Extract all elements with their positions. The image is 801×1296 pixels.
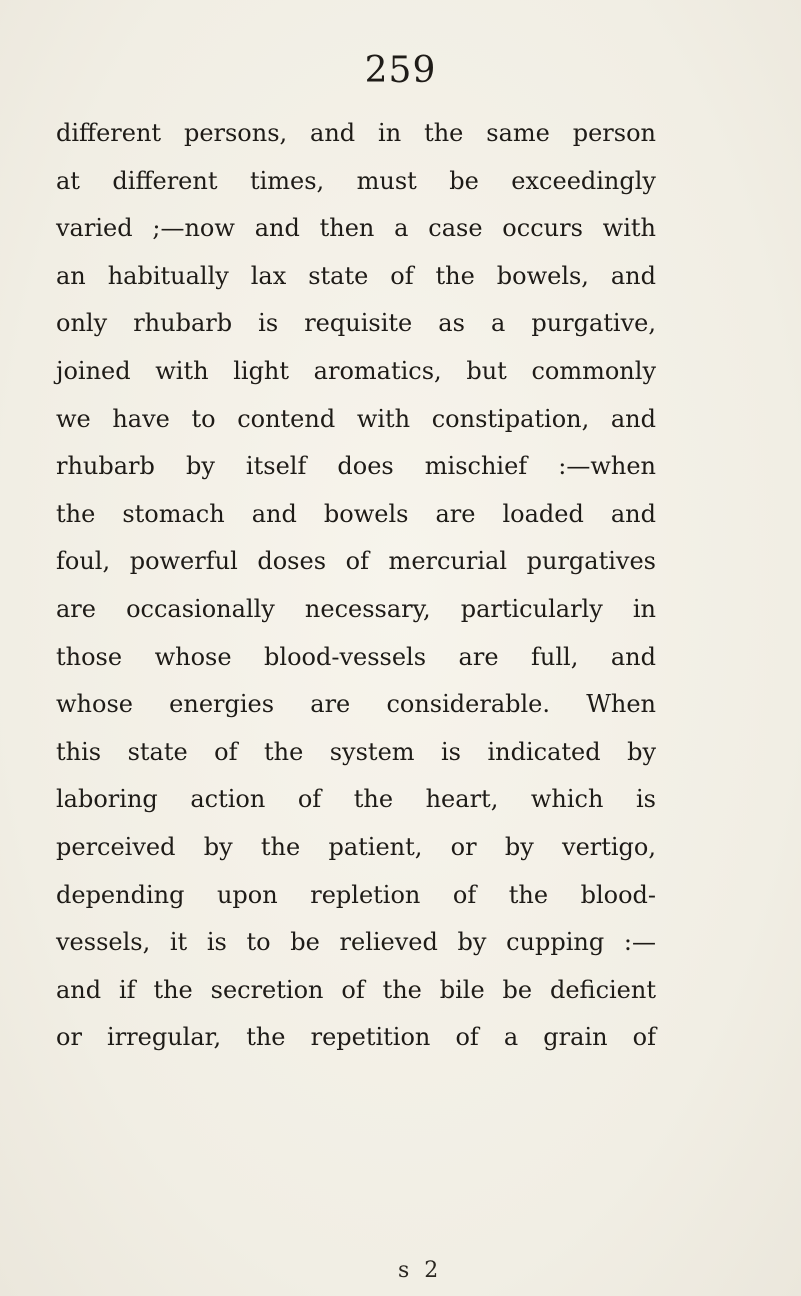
text-line: this state of the system is indicated by bbox=[56, 737, 656, 766]
text-line: and if the secretion of the bile be deficient bbox=[56, 975, 656, 1004]
text-line: varied ;—now and then a case occurs with bbox=[56, 214, 656, 243]
text-line: or irregular, the repetition of a grain of bbox=[56, 1023, 656, 1052]
text-line: foul, powerful doses of mercurial purgatives bbox=[56, 547, 656, 576]
page-number: 259 bbox=[364, 50, 437, 91]
text-line: joined with light aromatics, but commonly bbox=[56, 356, 656, 385]
text-line: vessels, it is to be relieved by cupping :— bbox=[56, 928, 656, 957]
text-line: at different times, must be exceedingly bbox=[56, 166, 656, 195]
text-line: only rhubarb is requisite as a purgative, bbox=[56, 309, 656, 338]
body-text bbox=[56, 110, 656, 1062]
text-line: are occasionally necessary, particularly in bbox=[56, 594, 656, 623]
text-line: perceived by the patient, or by vertigo, bbox=[56, 832, 656, 861]
text-line: the stomach and bowels are loaded and bbox=[56, 499, 656, 528]
text-line: different persons, and in the same person bbox=[56, 119, 656, 147]
text-line: whose energies are considerable. When bbox=[56, 690, 656, 719]
text-line: those whose blood-vessels are full, and bbox=[56, 642, 656, 671]
text-line: rhubarb by itself does mischief :—when bbox=[56, 452, 656, 481]
text-line: an habitually lax state of the bowels, and bbox=[56, 261, 656, 290]
text-line: we have to contend with constipation, and bbox=[56, 404, 656, 433]
text-line: laboring action of the heart, which is bbox=[56, 785, 656, 814]
signature-mark: s 2 bbox=[398, 1258, 443, 1283]
text-line: depending upon repletion of the blood- bbox=[56, 880, 656, 909]
